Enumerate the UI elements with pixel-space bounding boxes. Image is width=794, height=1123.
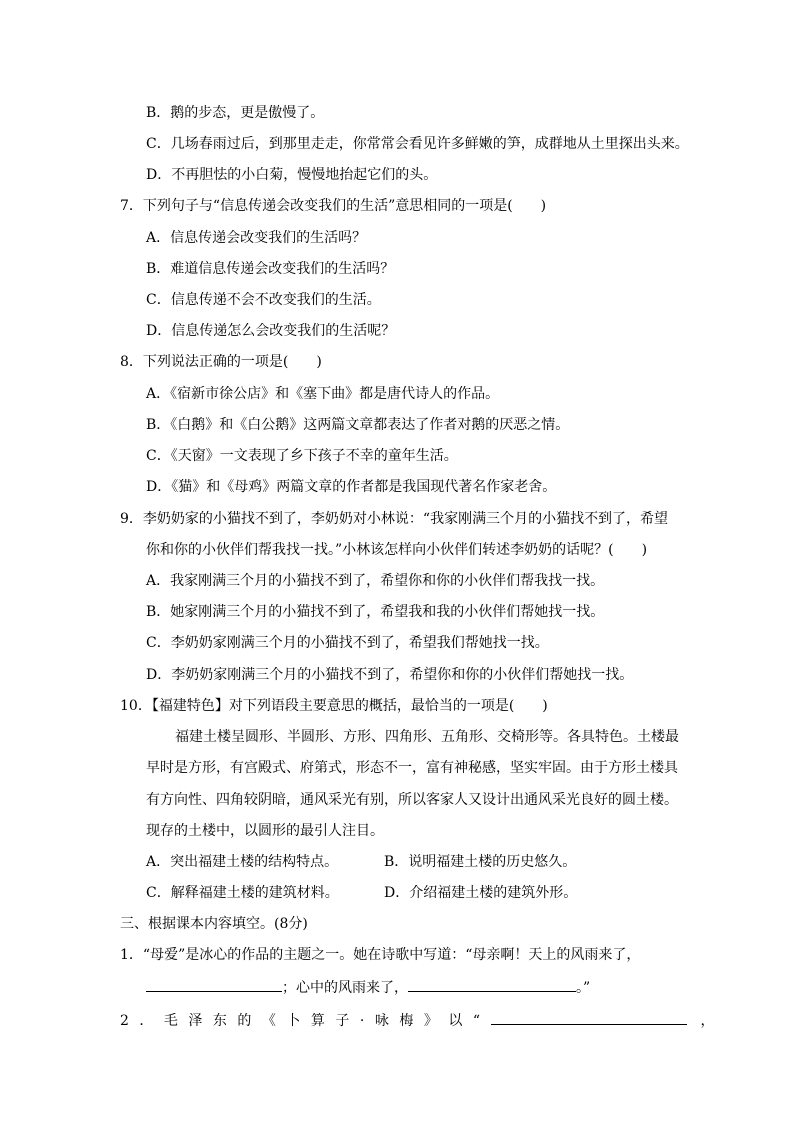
q7-option-a: A．信息传递会改变我们的生活吗？ xyxy=(146,230,367,246)
q9-option-b: B．她家刚满三个月的小猫找不到了，希望我和我的小伙伴们帮她找一找。 xyxy=(146,604,605,620)
s3-q1-line2 xyxy=(146,977,590,997)
q10-option-d: D．介绍福建土楼的建筑外形。 xyxy=(384,885,578,901)
q8-option-c: C．《天窗》一文表现了乡下孩子不幸的童年生活。 xyxy=(146,448,458,464)
q6-option-c: C．几场春雨过后，到那里走走，你常常会看见许多鲜嫩的笋，成群地从土里探出头来。 xyxy=(146,136,689,152)
q10-option-c: C．解释福建土楼的建筑材料。 xyxy=(146,885,339,901)
q10-passage-line3: 有方向性、四角较阴暗，通风采光有别，所以客家人又设计出通风采光良好的圆土楼。 xyxy=(146,792,678,808)
s3-q1-line1: 1．“母爱”是冰心的作品的主题之一。她在诗歌中写道：“母亲啊！天上的风雨来了， xyxy=(120,947,641,963)
q9-option-c: C．李奶奶家刚满三个月的小猫找不到了，希望我们帮她找一找。 xyxy=(146,635,549,651)
s3-q1-end: 。” xyxy=(576,980,591,996)
q9-stem-line2: 你和你的小伙伴们帮我找一找。”小林该怎样向小伙伴们转述李奶奶的话呢？( ) xyxy=(146,542,648,558)
q7-option-c: C．信息传递不会不改变我们的生活。 xyxy=(146,292,381,308)
s3-q2-line1 xyxy=(120,1010,715,1030)
q6-option-d: D．不再胆怯的小白菊，慢慢地抬起它们的头。 xyxy=(146,167,438,183)
q8-option-a: A．《宿新市徐公店》和《塞下曲》都是唐代诗人的作品。 xyxy=(146,386,500,402)
s3-q1-mid: ；心中的风雨来了， xyxy=(282,980,408,996)
q10-passage-line1: 福建土楼呈圆形、半圆形、方形、四角形、五角形、交椅形等。各具特色。土楼最 xyxy=(175,729,679,745)
q7-stem: 7．下列句子与“信息传递会改变我们的生活”意思相同的一项是( ) xyxy=(120,198,547,214)
q10-option-b: B．说明福建土楼的历史悠久。 xyxy=(384,854,577,870)
q9-option-d: D．李奶奶家刚满三个月的小猫找不到了，希望你和你的小伙伴们帮她找一找。 xyxy=(146,667,634,683)
q9-stem-line1: 9．李奶奶家的小猫找不到了，李奶奶对小林说：“我家刚满三个月的小猫找不到了，希望 xyxy=(120,511,669,527)
q10-stem: 10．【福建特色】对下列语段主要意思的概括，最恰当的一项是( ) xyxy=(120,698,548,714)
q10-passage-line4: 现存的土楼中，以圆形的最引人注目。 xyxy=(146,823,384,839)
s3-q2-end: ， xyxy=(700,1013,715,1029)
fill-blank-3[interactable] xyxy=(491,1010,687,1025)
q7-option-b: B．难道信息传递会改变我们的生活吗？ xyxy=(146,261,395,277)
q8-stem: 8．下列说法正确的一项是( ) xyxy=(120,354,322,370)
fill-blank-1[interactable] xyxy=(146,977,282,992)
q8-option-d: D．《猫》和《母鸡》两篇文章的作者都是我国现代著名作家老舍。 xyxy=(146,479,557,495)
q9-option-a: A．我家刚满三个月的小猫找不到了，希望你和你的小伙伴们帮我找一找。 xyxy=(146,573,605,589)
q10-passage-line2: 早时是方形，有宫殿式、府第式，形态不一，富有神秘感，坚实牢固。由于方形土楼具 xyxy=(146,760,678,776)
q6-option-b: B．鹅的步态，更是傲慢了。 xyxy=(146,105,325,121)
section3-heading: 三、根据课本内容填空。(8分) xyxy=(120,916,308,932)
fill-blank-2[interactable] xyxy=(408,977,576,992)
q10-option-a: A．突出福建土楼的结构特点。 xyxy=(146,854,339,870)
q8-option-b: B．《白鹅》和《白公鹅》这两篇文章都表达了作者对鹅的厌恶之情。 xyxy=(146,417,570,433)
s3-q2-text: 2．毛泽东的《卜算子·咏梅》以“ xyxy=(120,1013,491,1029)
q7-option-d: D．信息传递怎么会改变我们的生活呢？ xyxy=(146,323,396,339)
